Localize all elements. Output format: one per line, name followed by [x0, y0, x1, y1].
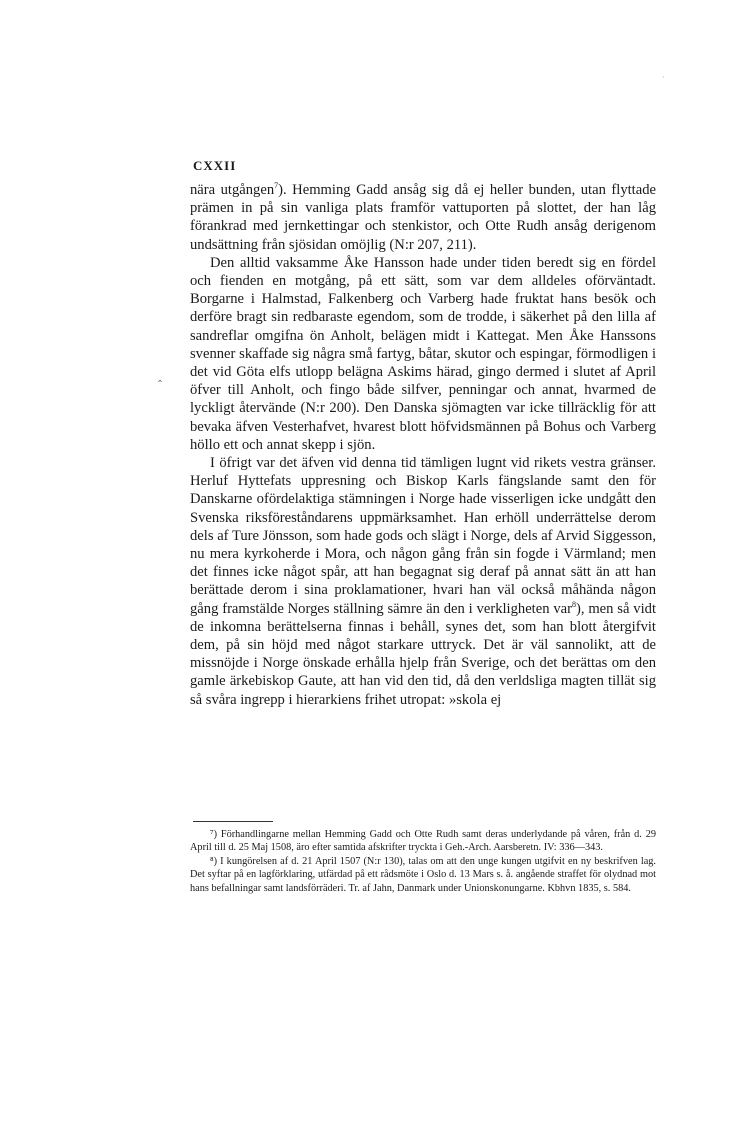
page-number: CXXII — [193, 158, 237, 173]
paragraph-3 — [190, 454, 656, 709]
footnote-ref-7: 7 — [274, 181, 279, 191]
body-text — [190, 181, 656, 709]
paragraph-1-text: nära utgången — [190, 182, 275, 198]
corner-mark: · — [662, 73, 665, 82]
footnote-8: ⁸) I kungörelsen af d. 21 April 1507 (N:r 130), talas om att den unge kungen utgifvit en ny beskrifven lag. Det syftar på en lagförklaring, utfärdad på ett rådsmöte i Oslo d. 13 Mars s. å. angående straffet för olydnad mot hans befallningar samt landsförräderi. Tr. af Jahn, Danmark under Unionskonungarne. Kbhvn 1835, s. 584. — [190, 855, 656, 894]
paragraph-1 — [190, 181, 656, 254]
footnote-divider — [193, 821, 273, 822]
paragraph-2 — [190, 254, 656, 454]
paragraph-3-rest: ), men så vidt de inkomna berättelserna finnas i behåll, synes det, som han blott återgifvit dem, på sin höjd med något starkare uttryck. Det är väl sannolikt, att de missnöjde i Norge önskade erhålla hjelp från Sverige, och det berättas om den gamle ärkebiskop Gaute, att han vid den tid, då den verldsliga magten tillät sig så svåra ingrepp i hierarkiens frihet utropat: »skola ej — [190, 600, 656, 708]
paragraph-2-text: Den alltid vaksamme Åke Hansson hade under tiden beredt sig en fördel och fienden en motgång, på ett sätt, som var dem alldeles oförväntadt. Borgarne i Halmstad, Falkenberg och Varberg hade fruktat hans besök och derföre bragt sin redbaraste egendom, som de trodde, i säkerhet på den lilla af sandreflar omgifna ön Anholt, belägen midt i Kattegat. Men Åke Hanssons svenner skaffade sig några små fartyg, båtar, skutor och espingar, förmodligen i det vid Göta elfs utlopp belägna Askims härad, gingo dermed i slutet af April öfver till Anholt, och fingo både silfver, penningar och annat, hvarmed de lyckligt återvände (N:r 200). Den Danska sjömagten var icke tillräcklig för att bevaka äfven Vesterhafvet, hvarest blott höfvidsmännen på Bohus och Varberg höllo ett och annat skepp i sjön. — [190, 254, 656, 453]
paragraph-1-rest: ). Hemming Gadd ansåg sig då ej heller bunden, utan flyttade prämen in på sin vanliga plats framför vattuporten på slottet, der han låg förankrad med jernkettingar och stenkistor, och Otte Rudh ansåg derigenom undsättning från sjösidan omöjlig (N:r 207, 211). — [190, 182, 656, 253]
paragraph-3-text: I öfrigt var det äfven vid denna tid tämligen lugnt vid rikets vestra gränser. Herluf Hyttefats uppresning och Biskop Karls fängslande samt den för Danskarne ofördelaktiga stämningen i Norge hade visserligen icke undgått den Svenska riksföreståndarens uppmärksamhet. Han erhöll underrättelse derom dels af Ture Jönsson, som hade gods och slägt i Norge, dels af Arvid Siggesson, nu mera kyrkoherde i Mora, och någon gång från sin fogde i Värmland; men det finnes icke något spår, att han begagnat sig deraf på annat sätt än att han berättade derom i sina proklamationer, hvari han väl också måhända någon gång framstälde Norges ställning sämre än den i verkligheten var — [190, 455, 656, 617]
margin-mark: ‸ — [158, 368, 163, 382]
footnotes — [190, 828, 656, 895]
footnote-ref-8: 8 — [571, 599, 576, 609]
footnote-7: ⁷) Förhandlingarne mellan Hemming Gadd och Otte Rudh samt deras underlydande på våren, från d. 29 April till d. 25 Maj 1508, äro efter samtida afskrifter tryckta i Geh.-Arch. Aarsberetn. IV: 336—343. — [190, 829, 656, 854]
